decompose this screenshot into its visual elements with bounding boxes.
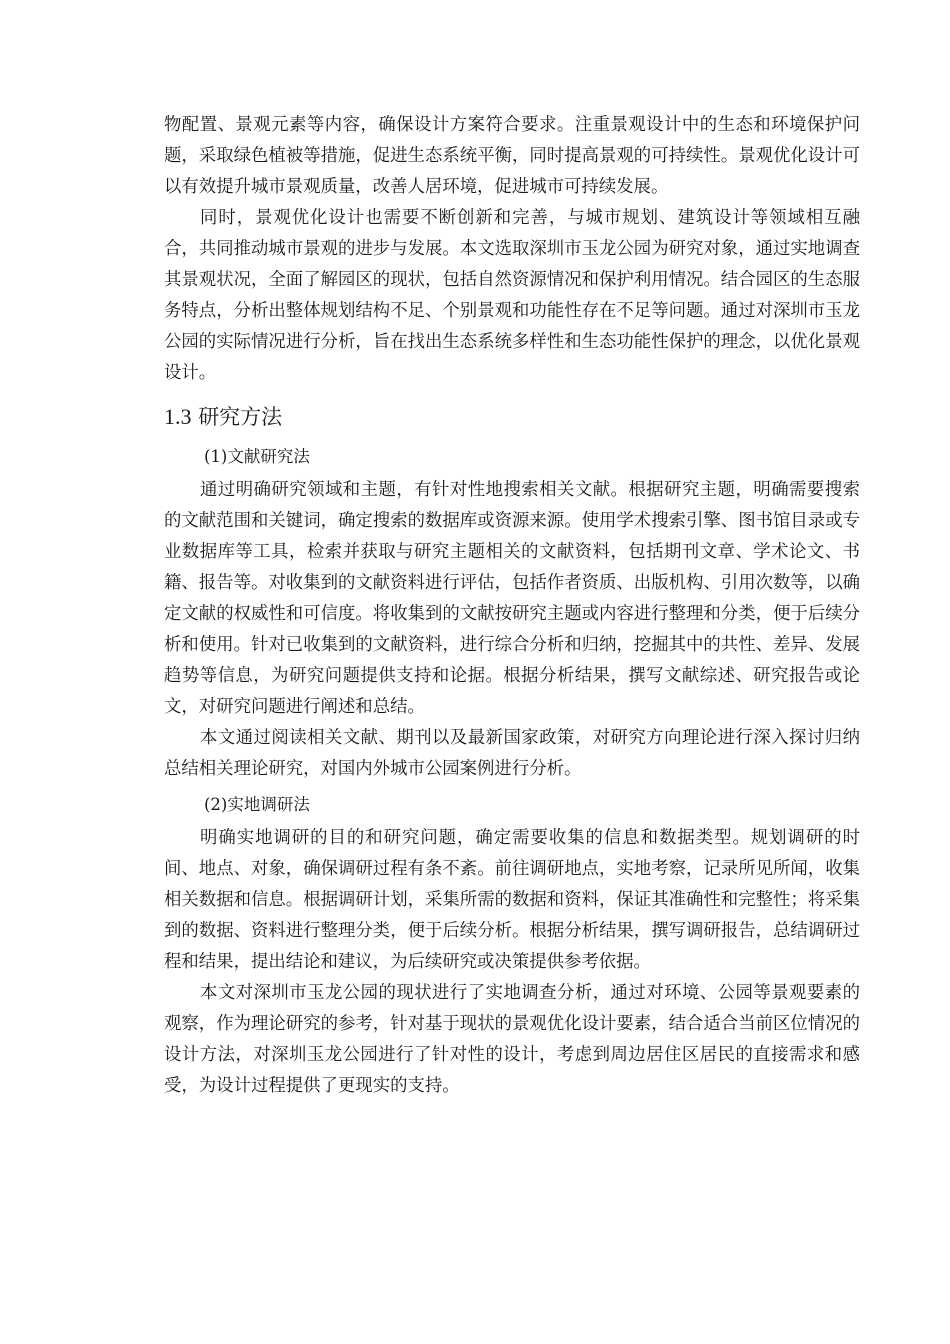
method-subheading: (2)实地调研法 xyxy=(204,795,310,814)
section-title: 研究方法 xyxy=(198,405,283,429)
method-subheading: (1)文献研究法 xyxy=(204,447,310,466)
section-heading xyxy=(164,397,860,437)
body-paragraph: 本文对深圳市玉龙公园的现状进行了实地调查分析，通过对环境、公园等景观要素的观察，作为理论研究的参考，针对基于现状的景观优化设计要素，结合适合当前区位情况的设计方法，对深圳玉龙公园进行了针对性的设计，考虑到周边居住区居民的直接需求和感受，为设计过程提供了更现实的支持。 xyxy=(164,983,860,1096)
body-paragraph: 物配置、景观元素等内容，确保设计方案符合要求。注重景观设计中的生态和环境保护问题，采取绿色植被等措施，促进生态系统平衡，同时提高景观的可持续性。景观优化设计可以有效提升城市景观质量，改善人居环境，促进城市可持续发展。 xyxy=(164,115,860,197)
section-number: 1.3 xyxy=(164,404,192,429)
body-paragraph: 同时，景观优化设计也需要不断创新和完善，与城市规划、建筑设计等领域相互融合，共同推动城市景观的进步与发展。本文选取深圳市玉龙公园为研究对象，通过实地调查其景观状况，全面了解园区的现状，包括自然资源情况和保护利用情况。结合园区的生态服务特点，分析出整体规划结构不足、个别景观和功能性存在不足等问题。通过对深圳市玉龙公园的实际情况进行分析，旨在找出生态系统多样性和生态功能性保护的理念，以优化景观设计。 xyxy=(164,208,860,383)
body-paragraph: 通过明确研究领域和主题，有针对性地搜索相关文献。根据研究主题，明确需要搜索的文献范围和关键词，确定搜索的数据库或资源来源。使用学术搜索引擎、图书馆目录或专业数据库等工具，检索并获取与研究主题相关的文献资料，包括期刊文章、学术论文、书籍、报告等。对收集到的文献资料进行评估，包括作者资质、出版机构、引用次数等，以确定文献的权威性和可信度。将收集到的文献按研究主题或内容进行整理和分类，便于后续分析和使用。针对已收集到的文献资料，进行综合分析和归纳，挖掘其中的共性、差异、发展趋势等信息，为研究问题提供支持和论据。根据分析结果，撰写文献综述、研究报告或论文，对研究问题进行阐述和总结。 xyxy=(164,480,860,717)
body-paragraph: 明确实地调研的目的和研究问题，确定需要收集的信息和数据类型。规划调研的时间、地点、对象，确保调研过程有条不紊。前往调研地点，实地考察，记录所见所闻，收集相关数据和信息。根据调研计划，采集所需的数据和资料，保证其准确性和完整性；将采集到的数据、资料进行整理分类，便于后续分析。根据分析结果，撰写调研报告，总结调研过程和结果，提出结论和建议，为后续研究或决策提供参考依据。 xyxy=(164,828,860,972)
body-paragraph: 本文通过阅读相关文献、期刊以及最新国家政策，对研究方向理论进行深入探讨归纳总结相关理论研究，对国内外城市公园案例进行分析。 xyxy=(164,728,860,779)
page-content xyxy=(164,110,860,1102)
